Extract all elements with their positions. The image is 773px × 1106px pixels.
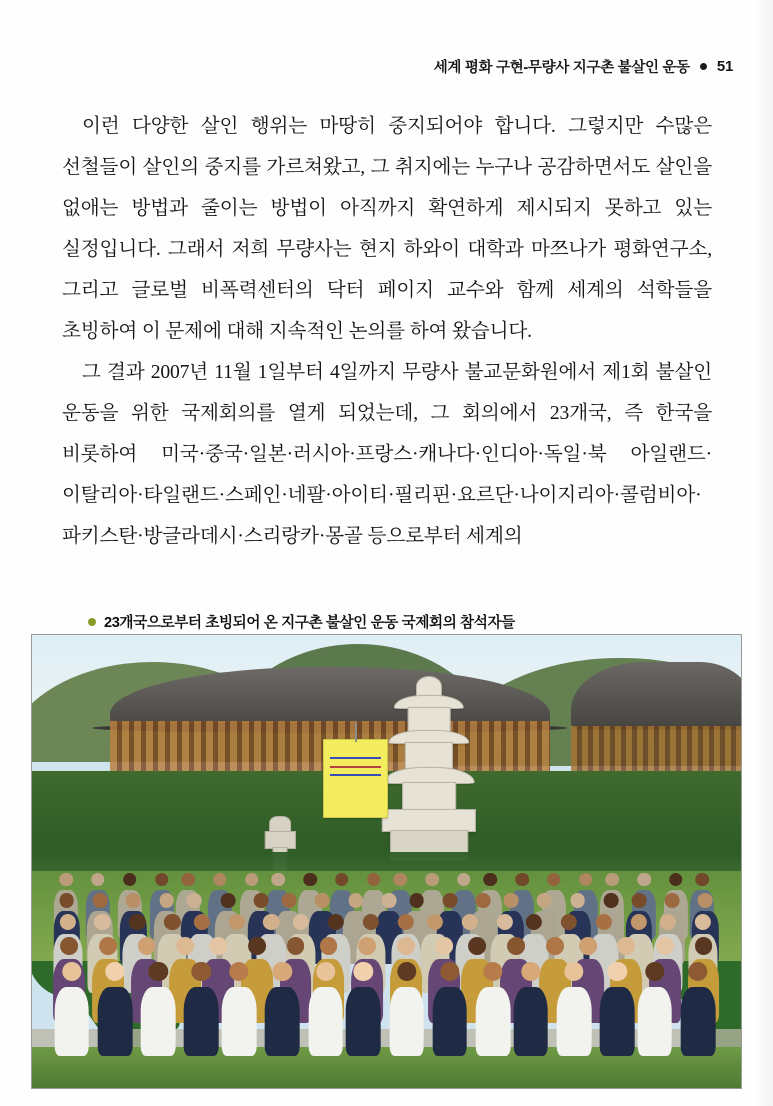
body-text (62, 106, 712, 557)
crowd-person-head (521, 962, 540, 981)
crowd-person-head (91, 873, 105, 887)
crowd-person (638, 962, 673, 1056)
crowd-person-head (315, 893, 330, 908)
crowd-person-head (126, 893, 141, 908)
crowd-person-head (176, 937, 194, 955)
crowd-person-head (181, 873, 195, 887)
crowd-person-head (159, 893, 174, 908)
crowd-person-head (515, 873, 529, 887)
crowd-person-head (129, 914, 145, 930)
crowd-person-head (367, 873, 381, 887)
crowd-person (265, 962, 300, 1056)
crowd-person-head (631, 914, 647, 930)
crowd-person-head (105, 962, 124, 981)
crowd-person-head (93, 893, 108, 908)
crowd-person-body (637, 987, 672, 1057)
figure-caption (88, 611, 708, 632)
crowd-person-head (316, 962, 335, 981)
crowd-person-head (631, 893, 646, 908)
crowd-person-head (698, 893, 713, 908)
crowd-person-head (660, 914, 676, 930)
crowd-person (557, 962, 592, 1056)
crowd-person-head (604, 893, 619, 908)
crowd-person-head (213, 873, 227, 887)
crowd-person-head (193, 914, 209, 930)
crowd-person-body (308, 987, 343, 1057)
crowd-person-body (141, 987, 176, 1057)
crowd-person-head (228, 914, 244, 930)
crowd-person-head (469, 937, 487, 955)
banner-text-line (330, 766, 381, 768)
crowd-person-body (476, 987, 511, 1057)
crowd-person (222, 962, 257, 1056)
crowd-person-head (695, 873, 709, 887)
figure-caption-text: 23개국으로부터 초빙되어 온 지구촌 불살인 운동 국제회의 참석자들 (104, 615, 515, 631)
crowd-person-head (94, 914, 110, 930)
crowd-person-head (248, 937, 266, 955)
crowd-person-head (637, 873, 651, 887)
crowd-person-head (245, 873, 259, 887)
crowd-person-head (59, 914, 75, 930)
crowd-person-body (557, 987, 592, 1057)
crowd-person-head (695, 937, 713, 955)
crowd-person (98, 962, 133, 1056)
crowd-person-head (507, 937, 525, 955)
bullet-dot-icon (700, 63, 707, 70)
crowd-person-body (389, 987, 424, 1057)
crowd-person-head (148, 962, 167, 981)
group-photo-crowd (53, 821, 719, 1057)
temple-roof-right (571, 662, 741, 730)
crowd-person (346, 962, 381, 1056)
bullet-dot-icon (88, 618, 96, 626)
crowd-person-head (409, 893, 424, 908)
crowd-person-head (669, 873, 683, 887)
figure-photo (31, 634, 742, 1089)
crowd-person-head (273, 962, 292, 981)
crowd-person (184, 962, 219, 1056)
crowd-person-head (561, 914, 577, 930)
crowd-person-head (123, 873, 137, 887)
crowd-person-head (62, 962, 81, 981)
crowd-person-head (476, 893, 491, 908)
running-head-title: 세계 평화 구현-무량사 지구촌 불살인 운동 (433, 60, 690, 76)
crowd-person-head (436, 937, 454, 955)
crowd-person (141, 962, 176, 1056)
crowd-person-head (358, 937, 376, 955)
crowd-person (389, 962, 424, 1056)
crowd-person-body (54, 987, 89, 1057)
crowd-person-head (263, 914, 279, 930)
crowd-person-head (328, 914, 344, 930)
crowd-person-head (579, 937, 597, 955)
crowd-person-head (537, 893, 552, 908)
crowd-person-head (617, 937, 635, 955)
crowd-person-head (483, 873, 497, 887)
crowd-person-head (596, 914, 612, 930)
crowd-person-head (209, 937, 227, 955)
crowd-person-head (457, 873, 471, 887)
crowd-person-head (397, 937, 415, 955)
crowd-person-head (320, 937, 338, 955)
pagoda-finial (416, 676, 442, 697)
crowd-person (308, 962, 343, 1056)
crowd-person-head (443, 893, 458, 908)
crowd-person-head (547, 873, 561, 887)
crowd-person-head (397, 962, 416, 981)
crowd-person-head (187, 893, 202, 908)
crowd-person-body (681, 987, 716, 1057)
crowd-person (432, 962, 467, 1056)
crowd-person-head (579, 873, 593, 887)
crowd-person-body (98, 987, 133, 1057)
photo-scene (32, 635, 741, 1088)
crowd-person-head (155, 873, 169, 887)
crowd-person-head (665, 893, 680, 908)
crowd-person-head (348, 893, 363, 908)
crowd-person-head (293, 914, 309, 930)
crowd-person-body (222, 987, 257, 1057)
crowd-person-head (59, 893, 74, 908)
crowd-person-body (265, 987, 300, 1057)
crowd-person-body (184, 987, 219, 1057)
pagoda-body-3 (402, 782, 456, 811)
crowd-person-head (440, 962, 459, 981)
crowd-person (600, 962, 635, 1056)
crowd-person-head (393, 873, 407, 887)
banner-pole (355, 723, 357, 741)
crowd-person-head (281, 893, 296, 908)
crowd-person-head (695, 914, 711, 930)
banner-text-line (330, 774, 381, 776)
crowd-person-head (220, 893, 235, 908)
crowd-person-body (513, 987, 548, 1057)
pagoda-body-2 (405, 742, 453, 769)
crowd-person-head (287, 937, 305, 955)
crowd-person-head (60, 937, 78, 955)
running-head (0, 56, 733, 77)
crowd-person-head (303, 873, 317, 887)
crowd-person (513, 962, 548, 1056)
crowd-person-head (254, 893, 269, 908)
crowd-person-head (354, 962, 373, 981)
crowd-person (54, 962, 89, 1056)
crowd-person-head (605, 873, 619, 887)
page-edge-shadow (755, 0, 773, 1106)
crowd-person-head (99, 937, 117, 955)
crowd-person-head (192, 962, 211, 981)
crowd-person-head (504, 893, 519, 908)
crowd-person-head (271, 873, 285, 887)
crowd-person (476, 962, 511, 1056)
crowd-person-head (335, 873, 349, 887)
paragraph-2: 그 결과 2007년 11월 1일부터 4일까지 무량사 불교문화원에서 제1회 불살인 운동을 위한 국제회의를 열게 되었는데, 그 회의에서 23개국, 즉 한국을 비롯하여 미국·중국·일본·러시아·프랑스·캐나다·인디아·독일·북 아일랜드·이탈리아·타일랜드·스페인·네팔·아이티·필리핀·요르단·나이지리아·콜럼비아·파키스탄·방글라데시·스리랑카·몽골 등으로부터 세계의 (62, 362, 712, 547)
crowd-person-body (600, 987, 635, 1057)
crowd-person-head (382, 893, 397, 908)
crowd-person (681, 962, 716, 1056)
crowd-person-head (425, 873, 439, 887)
crowd-person-head (564, 962, 583, 981)
crowd-person-head (688, 962, 707, 981)
crowd-person-head (497, 914, 513, 930)
crowd-person-head (607, 962, 626, 981)
crowd-person-body (346, 987, 381, 1057)
crowd-person-head (483, 962, 502, 981)
paragraph-1: 이런 다양한 살인 행위는 마땅히 중지되어야 합니다. 그렇지만 수많은 선철들이 살인의 중지를 가르쳐왔고, 그 취지에는 누구나 공감하면서도 살인을 없애는 방법과 줄이는 방법이 아직까지 확연하게 제시되지 못하고 있는 실정입니다. 그래서 저희 무량사는 현지 하와이 대학과 마쯔나가 평화연구소, 그리고 글로벌 비폭력센터의 닥터 페이지 교수와 함께 세계의 석학들을 초빙하여 이 문제에 대해 지속적인 논의를 하여 왔습니다. (62, 116, 712, 342)
crowd-person-head (462, 914, 478, 930)
crowd-person-head (546, 937, 564, 955)
crowd-person-head (570, 893, 585, 908)
crowd-person-head (229, 962, 248, 981)
crowd-person-head (362, 914, 378, 930)
conference-banner (323, 739, 389, 818)
page-number: 51 (716, 58, 733, 75)
crowd-person-body (432, 987, 467, 1057)
crowd-person-head (138, 937, 156, 955)
crowd-person-head (59, 873, 73, 887)
crowd-person-head (645, 962, 664, 981)
banner-text-line (330, 757, 381, 759)
pagoda-body-1 (408, 707, 451, 732)
crowd-person-head (427, 914, 443, 930)
crowd-person-head (526, 914, 542, 930)
crowd-person-head (656, 937, 674, 955)
crowd-person-head (164, 914, 180, 930)
crowd-person-head (397, 914, 413, 930)
